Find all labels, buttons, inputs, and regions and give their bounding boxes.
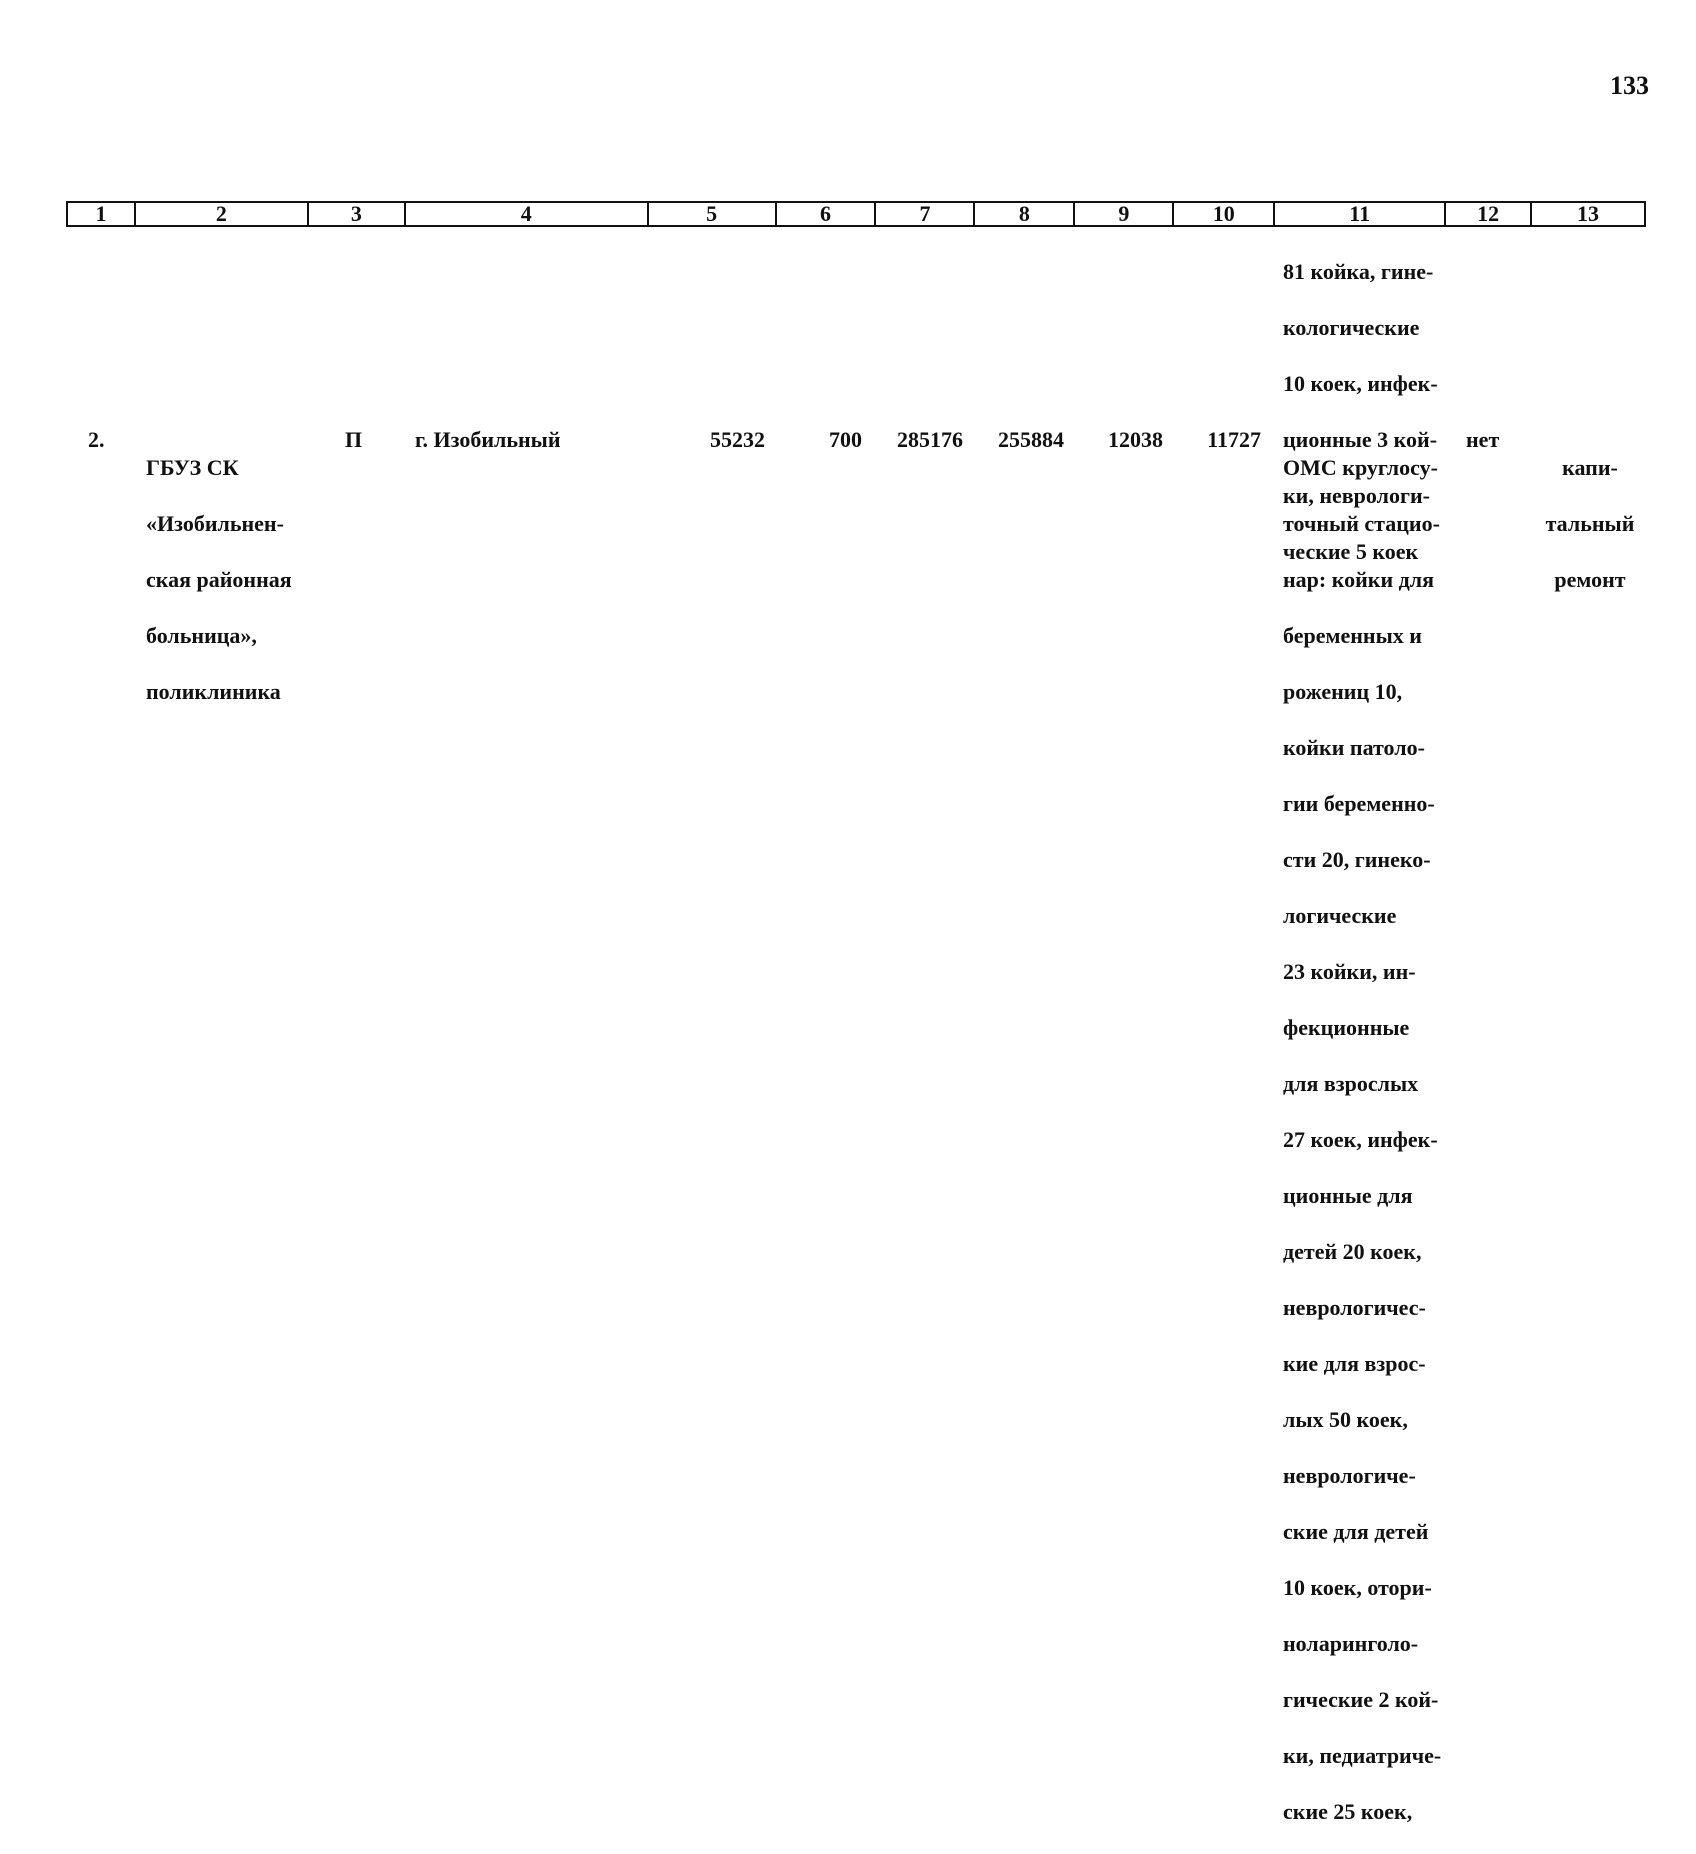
text-line: ческие 5 коек [1283,539,1419,564]
row2-col10-value: 11727 [1207,427,1261,452]
text-line: ские для детей [1283,1519,1429,1544]
row2-col9-value: 12038 [1108,427,1163,452]
header-cell-7: 7 [876,203,975,225]
text-line: 10 коек, отори- [1283,1575,1432,1600]
header-cell-12: 12 [1446,203,1532,225]
header-cell-5: 5 [649,203,777,225]
table-header-row [66,201,1646,227]
text-line: 27 коек, инфек- [1283,1127,1438,1152]
row2-organization-name [146,426,298,734]
row2-number: 2. [88,427,105,452]
text-line: лых 50 коек, [1283,1407,1408,1432]
row2-col8-value: 255884 [998,427,1064,452]
text-line: койки патоло- [1283,735,1425,760]
text-line: ки, педиатриче- [1283,1743,1442,1768]
text-line: для взрослых [1283,1071,1419,1096]
row2-col5-value: 55232 [710,427,765,452]
text-line: кологические [1283,315,1420,340]
text-line: «Изобильнен- [146,511,284,536]
text-line: логические [1283,903,1397,928]
header-cell-9: 9 [1075,203,1174,225]
text-line: ремонт [1554,567,1626,592]
text-line: нар: койки для [1283,567,1435,592]
text-line: капи- [1562,455,1618,480]
text-line: неврологиче- [1283,1463,1416,1488]
row2-location: г. Изобильный [415,427,561,452]
text-line: ские 25 коек, [1283,1799,1413,1824]
text-line: ская районная [146,567,292,592]
text-line: ноларинголо- [1283,1631,1419,1656]
header-cell-10: 10 [1174,203,1275,225]
text-line: 23 койки, ин- [1283,959,1416,984]
header-cell-6: 6 [777,203,877,225]
text-line: 10 коек, инфек- [1283,371,1438,396]
page-number: 133 [1610,71,1649,100]
text-line: поликлиника [146,679,281,704]
text-line: гические 2 кой- [1283,1687,1439,1712]
text-line: ОМС круглосу- [1283,455,1438,480]
text-line: рожениц 10, [1283,679,1403,704]
text-line: ки, неврологи- [1283,483,1430,508]
row2-col12-value: нет [1466,427,1500,452]
text-line: фекционные [1283,1015,1410,1040]
text-line: точный стацио- [1283,511,1440,536]
text-line: гии беременно- [1283,791,1435,816]
row2-repair-type [1540,426,1640,622]
text-line: детей 20 коек, [1283,1239,1422,1264]
row2-col7-value: 285176 [897,427,963,452]
row2-col6-value: 700 [829,427,862,452]
text-line: сти 20, гинеко- [1283,847,1431,872]
text-line: тальный [1545,511,1635,536]
text-line: беременных и [1283,623,1422,648]
text-line: больница», [146,623,257,648]
text-line: кие для взрос- [1283,1351,1426,1376]
text-line: ГБУЗ СК [146,455,239,480]
text-line: ционные для [1283,1183,1413,1208]
text-line: 81 койка, гине- [1283,259,1434,284]
header-cell-1: 1 [68,203,136,225]
header-cell-13: 13 [1577,201,1600,226]
header-cell-11: 11 [1275,203,1446,225]
header-cell-8: 8 [975,203,1075,225]
text-line: неврологичес- [1283,1295,1426,1320]
row2-beds-description [1283,426,1451,1854]
header-cell-4: 4 [406,203,649,225]
row2-type: П [345,427,363,452]
header-cell-2: 2 [136,203,309,225]
text-line: ционные 3 кой- [1283,427,1438,452]
header-cell-3: 3 [309,203,406,225]
